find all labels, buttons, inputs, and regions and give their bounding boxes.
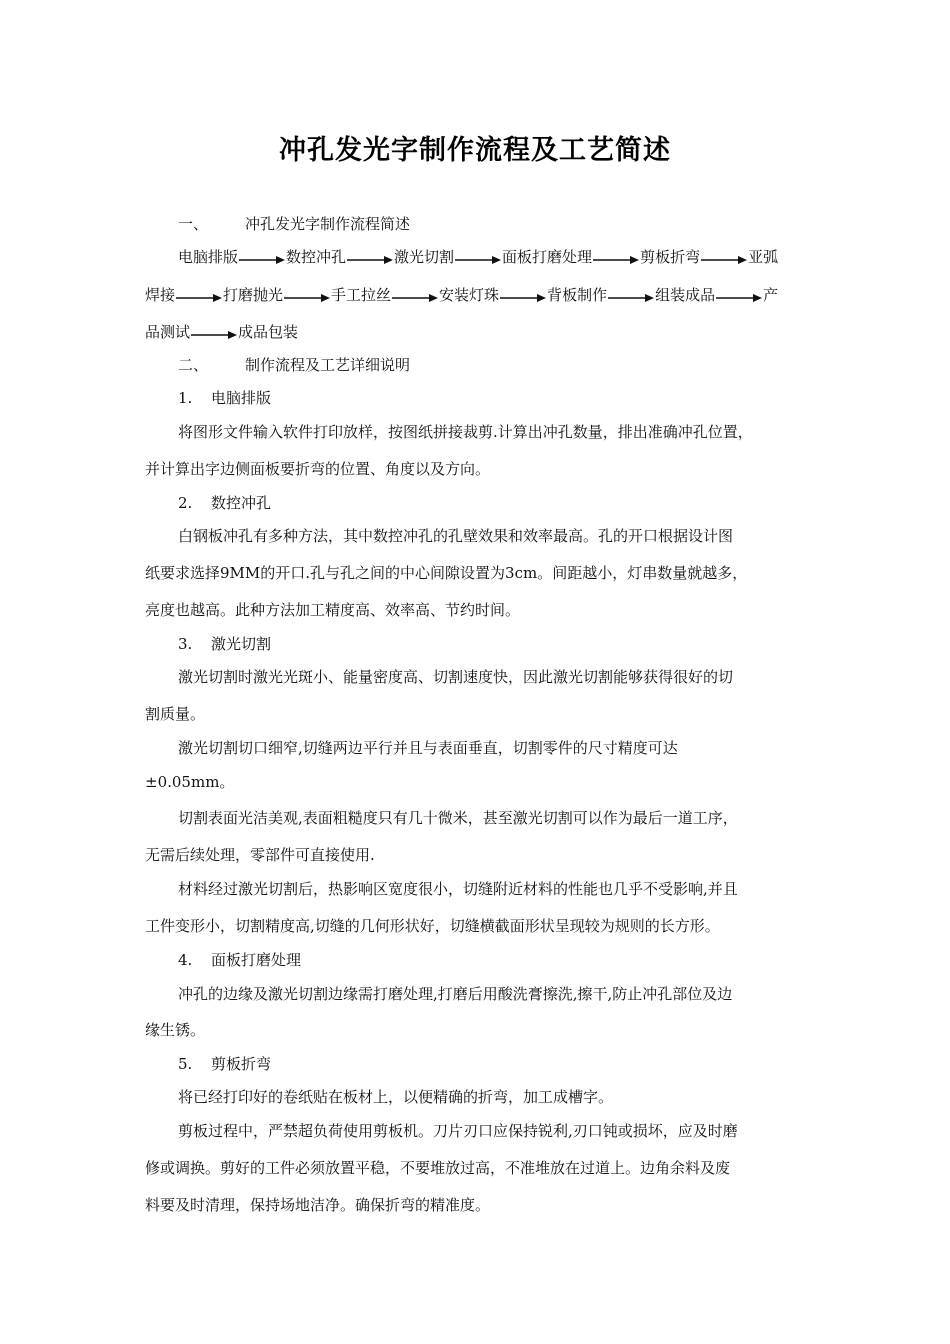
flow-line-2 [145, 285, 778, 305]
arrow-right-icon [455, 251, 501, 265]
paragraph-line: ±0.05mm。 [145, 773, 235, 791]
arrow-right-icon [392, 289, 438, 303]
arrow-right-icon [191, 326, 237, 340]
paragraph-line: 工件变形小，切割精度高,切缝的几何形状好，切缝横截面形状呈现较为规则的长方形。 [145, 917, 720, 935]
paragraph-line: 缘生锈。 [145, 1021, 206, 1039]
paragraph-line: 将已经打印好的卷纸贴在板材上，以便精确的折弯，加工成槽字。 [178, 1088, 614, 1106]
arrow-right-icon [593, 251, 639, 265]
paragraph-line: 冲孔的边缘及激光切割边缘需打磨处理,打磨后用酸洗膏擦洗,擦干,防止冲孔部位及边 [178, 985, 733, 1003]
paragraph-line: 亮度也越高。此种方法加工精度高、效率高、节约时间。 [145, 601, 521, 619]
section-1-heading [178, 214, 410, 234]
paragraph-line: 无需后续处理，零部件可直接使用. [145, 846, 375, 864]
paragraph-line: 激光切割切口细窄,切缝两边平行并且与表面垂直，切割零件的尺寸精度可达 [178, 739, 678, 757]
section-2-number: 二、 [178, 356, 209, 374]
item-4-number: 4. [178, 951, 193, 969]
item-4-title: 面板打磨处理 [211, 951, 302, 969]
item-1-number: 1. [178, 389, 193, 407]
flow-line-3 [145, 322, 298, 342]
arrow-right-icon [239, 251, 285, 265]
flow-step: 亚弧 [748, 248, 779, 266]
arrow-right-icon [701, 251, 747, 265]
flow-step: 激光切割 [394, 248, 455, 266]
flow-step: 焊接 [145, 286, 176, 304]
section-1-title: 冲孔发光字制作流程简述 [245, 215, 411, 233]
section-2-heading [178, 355, 410, 375]
flow-step: 手工拉丝 [331, 286, 392, 304]
flow-step: 打磨抛光 [223, 286, 284, 304]
item-2-number: 2. [178, 494, 193, 512]
flow-step: 剪板折弯 [640, 248, 701, 266]
item-4-heading [178, 950, 301, 970]
item-5-heading [178, 1054, 271, 1074]
flow-step: 组装成品 [655, 286, 716, 304]
item-3-number: 3. [178, 635, 193, 653]
paragraph-line: 并计算出字边侧面板要折弯的位置、角度以及方向。 [145, 460, 491, 478]
page-title: 冲孔发光字制作流程及工艺简述 [279, 135, 671, 166]
flow-line-1 [178, 247, 778, 267]
paragraph-line: 修或调换。剪好的工件必须放置平稳，不要堆放过高，不准堆放在过道上。边角余料及废 [145, 1159, 731, 1177]
paragraph-line: 剪板过程中，严禁超负荷使用剪板机。刀片刃口应保持锐利,刃口钝或损坏，应及时磨 [178, 1122, 738, 1140]
arrow-right-icon [176, 289, 222, 303]
paragraph-line: 切割表面光洁美观,表面粗糙度只有几十微米，甚至激光切割可以作为最后一道工序， [178, 809, 738, 827]
item-3-heading [178, 634, 271, 654]
section-2-title: 制作流程及工艺详细说明 [245, 356, 411, 374]
flow-step: 电脑排版 [178, 248, 239, 266]
paragraph-line: 纸要求选择9MM的开口.孔与孔之间的中心间隙设置为3cm。间距越小，灯串数量就越多， [145, 564, 748, 582]
paragraph-line: 将图形文件输入软件打印放样，按图纸拼接裁剪.计算出冲孔数量，排出准确冲孔位置， [178, 423, 753, 441]
flow-step: 成品包装 [238, 323, 299, 341]
flow-step: 数控冲孔 [286, 248, 347, 266]
flow-step: 背板制作 [547, 286, 608, 304]
item-1-title: 电脑排版 [211, 389, 272, 407]
item-5-number: 5. [178, 1055, 193, 1073]
flow-step: 产 [763, 286, 779, 304]
arrow-right-icon [716, 289, 762, 303]
paragraph-line: 激光切割时激光光斑小、能量密度高、切割速度快，因此激光切割能够获得很好的切 [178, 668, 734, 686]
flow-step: 安装灯珠 [439, 286, 500, 304]
paragraph-line: 割质量。 [145, 705, 206, 723]
flow-step: 面板打磨处理 [502, 248, 593, 266]
item-2-title: 数控冲孔 [211, 494, 272, 512]
paragraph-line: 白钢板冲孔有多种方法，其中数控冲孔的孔壁效果和效率最高。孔的开口根据设计图 [178, 527, 734, 545]
section-1-number: 一、 [178, 215, 209, 233]
arrow-right-icon [347, 251, 393, 265]
arrow-right-icon [500, 289, 546, 303]
item-2-heading [178, 493, 271, 513]
arrow-right-icon [608, 289, 654, 303]
paragraph-line: 料要及时清理，保持场地洁净。确保折弯的精准度。 [145, 1196, 491, 1214]
item-5-title: 剪板折弯 [211, 1055, 272, 1073]
flow-step: 品测试 [145, 323, 191, 341]
arrow-right-icon [284, 289, 330, 303]
paragraph-line: 材料经过激光切割后，热影响区宽度很小，切缝附近材料的性能也几乎不受影响,并且 [178, 880, 738, 898]
item-1-heading [178, 388, 271, 408]
item-3-title: 激光切割 [211, 635, 272, 653]
